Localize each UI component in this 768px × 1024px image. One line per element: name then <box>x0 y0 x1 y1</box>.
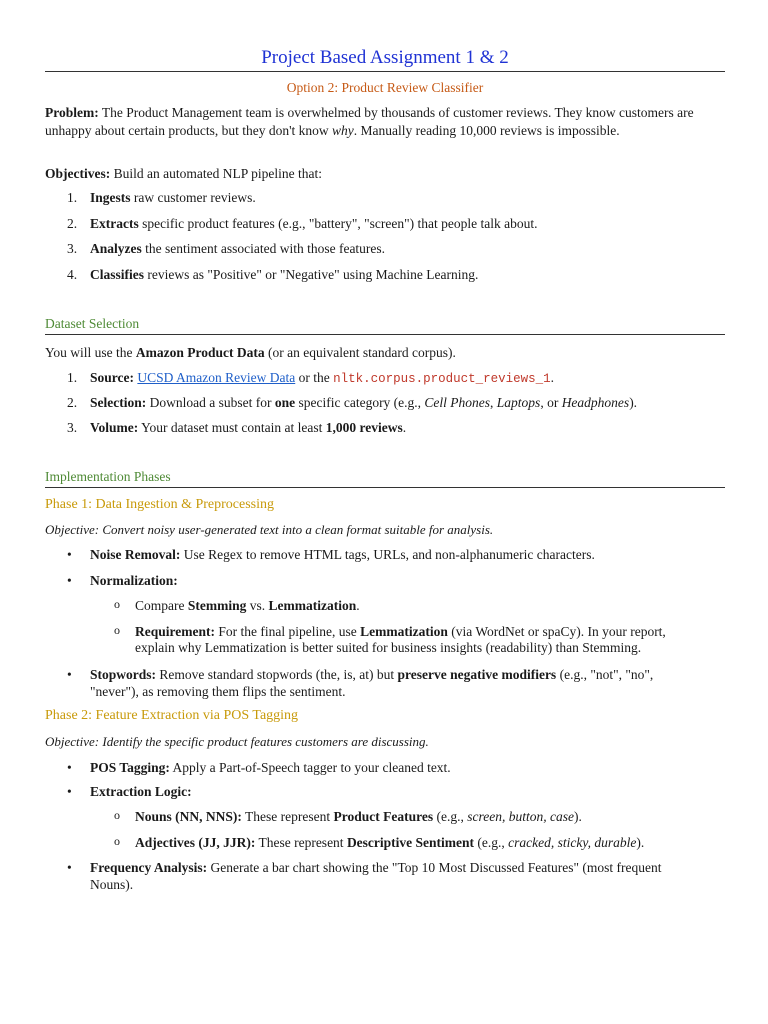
phase1-objective: Objective: Convert noisy user-generated text into a clean format suitable for analysis. <box>45 522 494 537</box>
bullet-marker: • <box>67 784 72 799</box>
list-number: 3. <box>67 241 78 256</box>
ucsd-review-data-link[interactable]: UCSD Amazon Review Data <box>137 370 296 385</box>
bullet-frequency-analysis-cont: Nouns). <box>90 877 134 892</box>
bullet-marker: • <box>67 547 72 562</box>
bold-text: Lemmatization <box>268 598 357 613</box>
italic-text: Headphones <box>561 395 630 410</box>
title-divider <box>45 71 725 72</box>
bullet-normalization <box>90 572 178 589</box>
phase2-objective: Objective: Identify the specific product features customers are discussing. <box>45 734 429 749</box>
italic-text: cracked, sticky, durable <box>508 835 637 850</box>
option-subtitle: Option 2: Product Review Classifier <box>286 80 484 95</box>
phase1-heading: Phase 1: Data Ingestion & Preprocessing <box>45 497 275 512</box>
bullet-noise-removal: Noise Removal: Use Regex to remove HTML tags, URLs, and non-alphanumeric characters. <box>90 547 595 562</box>
sub-bullet-requirement-cont: explain why Lemmatization is better suited for business insights (readability) than Stemming. <box>135 640 642 655</box>
italic-text: why <box>332 122 354 138</box>
bold-text: Noise Removal: <box>90 547 181 562</box>
objective-item-analyzes: Analyzes the sentiment associated with those features. <box>90 241 386 256</box>
sub-bullet-marker: o <box>114 597 120 611</box>
bullet-marker: • <box>67 760 72 775</box>
bullet-marker: • <box>67 860 72 875</box>
bullet-frequency-analysis: Frequency Analysis: Generate a bar chart showing the "Top 10 Most Discussed Features" (most frequent <box>90 860 662 875</box>
bold-text: Lemmatization <box>360 624 448 639</box>
sub-bullet-compare: Compare Stemming vs. Lemmatization. <box>135 598 360 613</box>
bullet-pos-tagging: POS Tagging: Apply a Part-of-Speech tagger to your cleaned text. <box>90 760 451 775</box>
bold-text: Objectives: <box>45 166 111 181</box>
section-divider <box>45 487 725 488</box>
italic-text: screen, button, case <box>467 809 574 824</box>
sub-bullet-requirement: Requirement: For the final pipeline, use Lemmatization (via WordNet or spaCy). In your report, <box>135 624 666 639</box>
sub-bullet-marker: o <box>114 834 120 848</box>
italic-text: Laptops <box>496 395 541 410</box>
italic-text: Cell Phones <box>424 395 491 410</box>
dataset-intro: You will use the Amazon Product Data (or an equivalent standard corpus). <box>45 345 456 360</box>
list-number: 2. <box>67 395 78 410</box>
implementation-phases-heading: Implementation Phases <box>45 469 171 484</box>
bold-text: preserve negative modifiers <box>397 667 557 682</box>
bold-text: Selection: <box>90 395 147 410</box>
dataset-item-volume: Volume: Your dataset must contain at least 1,000 reviews. <box>90 420 407 435</box>
bold-text: Amazon Product Data <box>135 345 265 360</box>
bold-text: Stopwords: <box>90 667 157 682</box>
dataset-item-source: Source: UCSD Amazon Review Data or the nltk.corpus.product_reviews_1. <box>90 370 555 386</box>
bold-text: Requirement: <box>135 624 215 639</box>
bold-text: Problem: <box>45 105 99 120</box>
list-number: 3. <box>67 420 78 435</box>
bold-text: Extraction Logic: <box>90 784 192 799</box>
list-number: 1. <box>67 370 78 385</box>
sub-bullet-adjectives: Adjectives (JJ, JJR): These represent Descriptive Sentiment (e.g., cracked, sticky, durable). <box>135 835 645 850</box>
dataset-selection-heading: Dataset Selection <box>45 316 140 331</box>
objective-item-extracts: Extracts specific product features (e.g., "battery", "screen") that people talk about. <box>90 216 538 231</box>
bold-text: 1,000 reviews <box>325 420 403 435</box>
bold-text: Frequency Analysis: <box>90 860 208 875</box>
bold-text: Classifies <box>90 267 144 282</box>
bold-text: Source: <box>90 370 134 385</box>
objectives-intro: Objectives: Build an automated NLP pipeline that: <box>45 166 322 181</box>
sub-bullet-nouns: Nouns (NN, NNS): These represent Product Features (e.g., screen, button, case). <box>135 809 582 824</box>
bold-text: Volume: <box>90 420 139 435</box>
phase2-heading: Phase 2: Feature Extraction via POS Tagging <box>45 708 299 723</box>
dataset-item-selection: Selection: Download a subset for one specific category (e.g., Cell Phones, Laptops, or Headphones). <box>90 395 638 410</box>
bold-text: POS Tagging: <box>90 760 170 775</box>
bold-text: Nouns (NN, NNS): <box>135 809 242 824</box>
bullet-marker: • <box>67 573 72 588</box>
bold-text: Product Features <box>333 809 434 824</box>
sub-bullet-marker: o <box>114 808 120 822</box>
list-number: 2. <box>67 216 78 231</box>
objective-item-ingests: Ingests raw customer reviews. <box>90 190 256 205</box>
code-snippet: nltk.corpus.product_reviews_1 <box>333 372 551 386</box>
bold-text: Stemming <box>187 598 247 613</box>
bold-text: Adjectives (JJ, JJR): <box>135 835 256 850</box>
bold-text: Ingests <box>90 190 131 205</box>
list-number: 1. <box>67 190 78 205</box>
bullet-extraction-logic <box>90 783 192 800</box>
section-divider <box>45 334 725 335</box>
objective-item-classifies: Classifies reviews as "Positive" or "Negative" using Machine Learning. <box>90 267 479 282</box>
bold-text: Descriptive Sentiment <box>346 835 475 850</box>
problem-paragraph: Problem: The Product Management team is overwhelmed by thousands of customer reviews. They know customers are unhappy about certain products, but they don't know why. Manually reading 10,000 reviews is impossible. <box>45 105 694 138</box>
bullet-marker: • <box>67 667 72 682</box>
bold-text: Normalization: <box>90 573 178 588</box>
document-title: Project Based Assignment 1 & 2 <box>261 47 509 68</box>
bullet-stopwords-cont: "never"), as removing them flips the sentiment. <box>90 684 346 699</box>
bullet-stopwords: Stopwords: Remove standard stopwords (the, is, at) but preserve negative modifiers (e.g., "not", "no", <box>90 667 654 682</box>
bold-text: Analyzes <box>90 241 142 256</box>
bold-text: Extracts <box>90 216 139 231</box>
bold-text: one <box>274 395 296 410</box>
sub-bullet-marker: o <box>114 623 120 637</box>
list-number: 4. <box>67 267 78 282</box>
